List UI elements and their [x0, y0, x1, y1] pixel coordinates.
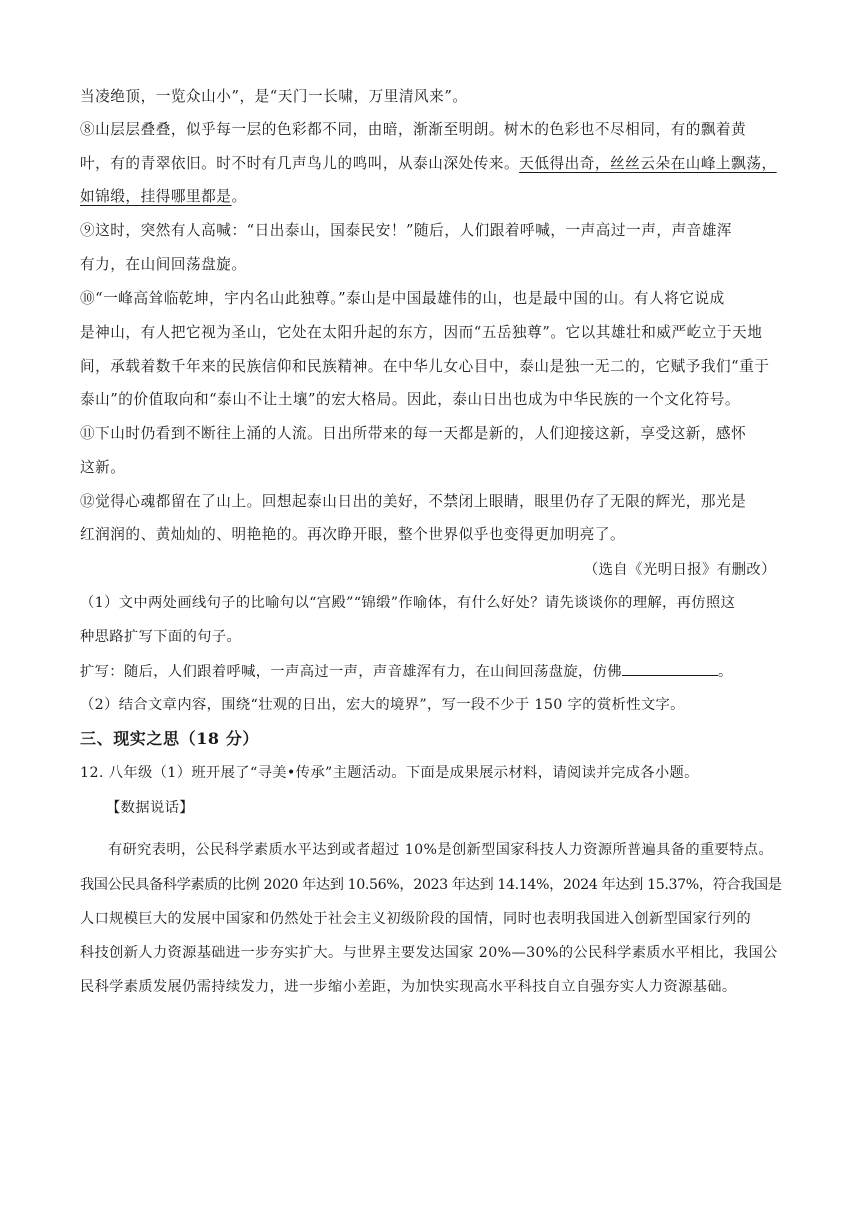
paragraph-11: ⑪下山时仍看到不断往上涌的人流。日出所带来的每一天都是新的，人们迎接这新，享受这新，感怀: [80, 425, 747, 442]
expand-end: 。: [717, 664, 733, 680]
passage-line: 红润润的、黄灿灿的、明艳艳的。再次睁开眼，整个世界似乎也变得更加明亮了。: [80, 526, 626, 543]
passage-line: 有力，在山间回荡盘旋。: [80, 256, 247, 273]
passage-line: 这新。: [80, 459, 126, 476]
data-line: 民科学素质发展仍需持续发力，进一步缩小差距，为加快实现高水平科技自立自强夯实人力资源基础。: [80, 979, 737, 995]
passage-line: 是神山，有人把它视为圣山，它处在太阳升起的东方，因而“五岳独尊”。它以其雄壮和威严屹立于天地: [80, 324, 763, 341]
question-12: 12. 八年级（1）班开展了“寻美•传承”主题活动。下面是成果展示材料，请阅读并完成各小题。: [80, 765, 699, 781]
paragraph-8: ⑧山层层叠叠，似乎每一层的色彩都不同，由暗，渐渐至明朗。树木的色彩也不尽相同，有的飘着黄: [80, 121, 747, 138]
answer-blank[interactable]: [622, 661, 718, 676]
expand-text: 扩写：随后，人们跟着呼喊，一声高过一声，声音雄浑有力，在山间回荡盘旋，仿佛: [80, 664, 622, 680]
expand-prompt: [80, 661, 733, 682]
underlined-sentence: 天低得出奇，丝丝云朵在山峰上飘荡，: [519, 155, 777, 172]
underlined-sentence: 如锦缎，挂得哪里都是: [80, 188, 232, 205]
passage-line: [80, 154, 777, 174]
data-line: 我国公民具备科学素质的比例 2020 年达到 10.56%，2023 年达到 14.14%，2024 年达到 15.37%，符合我国是: [80, 877, 782, 893]
passage-text: 叶，有的青翠依旧。时不时有几声鸟儿的鸣叫，从泰山深处传来。: [80, 155, 520, 172]
passage-line: 间，承载着数千年来的民族信仰和民族精神。在中华儿女心目中，泰山是独一无二的，它赋予我们“重于: [80, 358, 770, 375]
paragraph-10: ⑩“一峰高耸临乾坤，宇内名山此独尊。”泰山是中国最雄伟的山，也是最中国的山。有人将它说成: [80, 290, 725, 307]
paragraph-12: ⑫觉得心魂都留在了山上。回想起泰山日出的美好，不禁闭上眼睛，眼里仍存了无限的辉光，那光是: [80, 493, 747, 510]
passage-text: 。: [231, 188, 247, 205]
question-2: （2）结合文章内容，围绕“壮观的日出，宏大的境界”，写一段不少于 150 字的赏析性文字。: [80, 697, 685, 713]
source-citation: （选自《光明日报》有删改）: [583, 562, 776, 578]
data-title: 【数据说话】: [106, 800, 194, 816]
question-1: （1）文中两处画线句子的比喻句以“宫殿”“锦缎”作喻体，有什么好处？请先谈谈你的理解，再仿照这: [80, 595, 736, 611]
paragraph-9: ⑨这时，突然有人高喊：“日出泰山，国泰民安！”随后，人们跟着呼喊，一声高过一声，声音雄浑: [80, 222, 733, 239]
passage-line: 泰山”的价值取向和“泰山不让土壤”的宏大格局。因此，泰山日出也成为中华民族的一个文化符号。: [80, 391, 741, 408]
data-line: 有研究表明，公民科学素质水平达到或者超过 10%是创新型国家科技人力资源所普遍具备的重要特点。: [108, 842, 773, 858]
data-line: 人口规模巨大的发展中国家和仍然处于社会主义初级阶段的国情，同时也表明我国进入创新型国家行列的: [80, 911, 752, 927]
section-heading: 三、现实之思（18 分）: [80, 729, 260, 748]
passage-line: [80, 187, 247, 207]
passage-line: 当凌绝顶，一览众山小”，是“天门一长啸，万里清风来”。: [80, 88, 468, 105]
data-line: 科技创新人力资源基础进一步夯实扩大。与世界主要发达国家 20%—30%的公民科学素质水平相比，我国公: [80, 945, 778, 961]
question-1-cont: 种思路扩写下面的句子。: [80, 629, 242, 645]
